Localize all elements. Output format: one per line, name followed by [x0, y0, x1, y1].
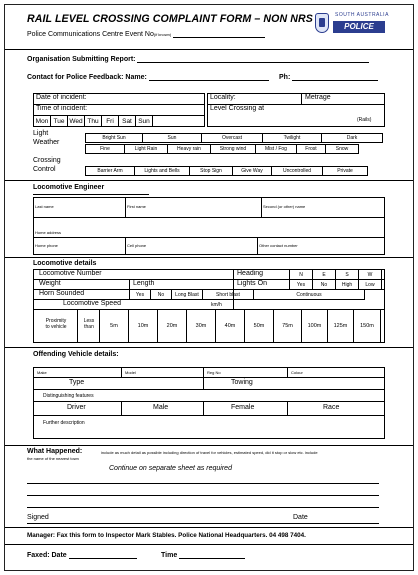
crossing-option-barrier-arm[interactable]: Barrier Arm: [85, 166, 135, 176]
crossing-label: Crossing: [33, 157, 61, 164]
day-option-sat[interactable]: Sat: [118, 115, 136, 127]
contact-phone-label: Ph:: [279, 74, 291, 81]
weather-option-strong-wind[interactable]: Strong wind: [210, 144, 256, 154]
distance-option-40m[interactable]: 40m: [215, 309, 245, 343]
other-contact-field[interactable]: Other contact number: [259, 243, 298, 248]
weather-label: Weather: [33, 139, 60, 146]
weather-option-mist-fog[interactable]: Mist / Fog: [255, 144, 297, 154]
rails-label: (Rails): [357, 117, 372, 123]
second-name-field[interactable]: Second (or other) name: [263, 204, 306, 209]
police-badge-icon: [315, 13, 329, 33]
engineer-box: [33, 197, 385, 255]
horn-option-yes[interactable]: Yes: [129, 289, 151, 300]
distance-option-10m[interactable]: 10m: [128, 309, 158, 343]
crossing-option-lights-and-bells[interactable]: Lights and Bells: [134, 166, 190, 176]
organisation-label: Organisation Submitting Report:: [27, 56, 136, 63]
date-label: Date: [293, 514, 308, 521]
speed-label[interactable]: Locomotive Speed: [63, 300, 121, 307]
weather-option-light-rain[interactable]: Light Rain: [124, 144, 168, 154]
level-crossing-label[interactable]: Level Crossing at: [210, 105, 265, 112]
event-number-line: [173, 37, 265, 38]
type-field[interactable]: Type: [69, 379, 85, 386]
home-phone-field[interactable]: Home phone: [35, 243, 58, 248]
light-option-dark[interactable]: Dark: [321, 133, 383, 143]
lights-on-label: Lights On: [237, 280, 267, 287]
light-option-sun[interactable]: Sun: [142, 133, 202, 143]
contact-phone-field[interactable]: [279, 74, 378, 81]
distance-option-150m[interactable]: 150m: [353, 309, 381, 343]
features-field[interactable]: Distinguishing features: [43, 393, 94, 399]
male-option[interactable]: Male: [153, 404, 169, 411]
engineer-heading: Locomotive Engineer: [33, 184, 105, 191]
contact-phone-line: [292, 80, 378, 81]
description-line[interactable]: [27, 507, 379, 508]
day-option-mon[interactable]: Mon: [33, 115, 51, 127]
distance-option-100m[interactable]: 100m: [301, 309, 328, 343]
faxed-date-label: Faxed: Date: [27, 552, 67, 559]
day-option-thu[interactable]: Thu: [84, 115, 102, 127]
home-address-field[interactable]: Home address: [35, 230, 62, 235]
logo-state: SOUTH AUSTRALIA: [335, 12, 389, 18]
light-option-overcast[interactable]: Overcast: [201, 133, 263, 143]
faxed-date-field[interactable]: [27, 552, 137, 559]
day-option-tue[interactable]: Tue: [50, 115, 68, 127]
horn-option-no[interactable]: No: [150, 289, 172, 300]
description-line[interactable]: [27, 483, 379, 484]
manager-instruction: Manager: Fax this form to Inspector Mark Stables. Police National Headquarters. 04 498 7404.: [27, 532, 306, 539]
day-option-fri[interactable]: Fri: [101, 115, 119, 127]
faxed-time-field[interactable]: [161, 552, 245, 559]
distance-option-20m[interactable]: 20m: [157, 309, 187, 343]
organisation-field[interactable]: [27, 56, 369, 63]
make-field[interactable]: Make: [37, 370, 47, 375]
form-title: RAIL LEVEL CROSSING COMPLAINT FORM – NON NRS: [27, 13, 313, 25]
weather-option-snow[interactable]: Snow: [325, 144, 359, 154]
last-name-field[interactable]: Last name: [35, 204, 54, 209]
day-option-wed[interactable]: Wed: [67, 115, 85, 127]
police-logo: [311, 11, 411, 39]
what-happened-note-2: the name of the nearest town: [27, 456, 79, 461]
driver-label: Driver: [67, 404, 86, 411]
crossing-option-uncontrolled[interactable]: Uncontrolled: [271, 166, 323, 176]
event-number-field[interactable]: [27, 31, 265, 38]
less-than-label: Less than: [83, 318, 95, 330]
female-option[interactable]: Female: [231, 404, 255, 411]
crossing-option-private[interactable]: Private: [322, 166, 368, 176]
cell-phone-field[interactable]: Cell phone: [127, 243, 147, 248]
lights-on-option-no[interactable]: No: [312, 279, 336, 290]
crossing-option-stop-sign[interactable]: Stop Sign: [189, 166, 233, 176]
race-field[interactable]: Race: [323, 404, 340, 411]
weather-option-heavy-rain[interactable]: Heavy rain: [167, 144, 211, 154]
complaint-form: [4, 4, 414, 571]
signed-label: Signed: [27, 514, 49, 521]
date-of-incident-label[interactable]: Date of incident:: [36, 94, 87, 101]
continue-note: Continue on separate sheet as required: [109, 465, 232, 472]
distance-option-5m[interactable]: 5m: [99, 309, 129, 343]
logo-text: POLICE: [333, 21, 385, 33]
event-number-hint: (if known): [153, 32, 172, 37]
weight-label[interactable]: Weight: [39, 280, 61, 287]
light-option-bright-sun[interactable]: Bright Sun: [85, 133, 143, 143]
horn-label: Horn Sounded: [39, 290, 85, 297]
control-label: Control: [33, 166, 56, 173]
towing-field[interactable]: Towing: [231, 379, 253, 386]
loco-number-label[interactable]: Locomotive Number: [39, 270, 102, 277]
first-name-field[interactable]: First name: [127, 204, 146, 209]
metrage-label[interactable]: Metrage: [305, 94, 331, 101]
proximity-label: Proximity to vehicle: [45, 318, 67, 330]
heading-direction-e[interactable]: E: [312, 269, 336, 280]
contact-name-label: Contact for Police Feedback: Name:: [27, 74, 147, 81]
horn-option-continuous[interactable]: Continuous: [253, 289, 365, 300]
heading-direction-n[interactable]: N: [289, 269, 313, 280]
length-label[interactable]: Length: [133, 280, 155, 287]
lights-on-option-high[interactable]: High: [335, 279, 359, 290]
day-option-sun[interactable]: Sun: [135, 115, 153, 127]
contact-name-field[interactable]: [27, 74, 269, 81]
what-happened-note: include as much detail as possible including direction of travel for vehicles, estimated speed, did it stop or slow etc. include: [101, 450, 318, 455]
faxed-time-label: Time: [161, 552, 178, 559]
lights-on-option-low[interactable]: Low: [358, 279, 382, 290]
vehicle-heading: Offending Vehicle details:: [33, 351, 119, 358]
rego-field[interactable]: Reg No: [207, 370, 221, 375]
horn-option-short-blast[interactable]: Short blast: [202, 289, 254, 300]
contact-name-line: [149, 80, 269, 81]
signature-line[interactable]: [27, 523, 379, 524]
distance-option-75m[interactable]: 75m: [273, 309, 302, 343]
description-line[interactable]: [27, 495, 379, 496]
colour-field[interactable]: Colour: [291, 370, 303, 375]
lights-on-option-yes[interactable]: Yes: [289, 279, 313, 290]
locality-label[interactable]: Locality:: [210, 94, 236, 101]
kmh-label: km/h: [211, 302, 222, 308]
distance-option-125m[interactable]: 125m: [327, 309, 354, 343]
distance-option-30m[interactable]: 30m: [186, 309, 216, 343]
light-option-twilight[interactable]: Twilight: [262, 133, 322, 143]
what-happened-heading: What Happened:: [27, 448, 83, 455]
organisation-line: [137, 62, 369, 63]
weather-option-frost[interactable]: Frost: [296, 144, 326, 154]
light-label: Light: [33, 130, 49, 137]
further-description-field[interactable]: Further description: [43, 420, 85, 426]
model-field[interactable]: Model: [125, 370, 136, 375]
weather-option-fine[interactable]: Fine: [85, 144, 125, 154]
time-of-incident-label[interactable]: Time of incident:: [36, 105, 88, 112]
divider: [5, 49, 413, 50]
event-number-label: Police Communications Centre Event No: [27, 31, 154, 38]
heading-direction-w[interactable]: W: [358, 269, 382, 280]
distance-option-50m[interactable]: 50m: [244, 309, 274, 343]
heading-direction-s[interactable]: S: [335, 269, 359, 280]
crossing-option-give-way[interactable]: Give Way: [232, 166, 272, 176]
faxed-time-line: [179, 558, 245, 559]
loco-heading: Locomotive details: [33, 260, 97, 267]
heading-label: Heading: [237, 270, 264, 277]
faxed-date-line: [69, 558, 137, 559]
horn-option-long-blast[interactable]: Long Blast: [171, 289, 203, 300]
